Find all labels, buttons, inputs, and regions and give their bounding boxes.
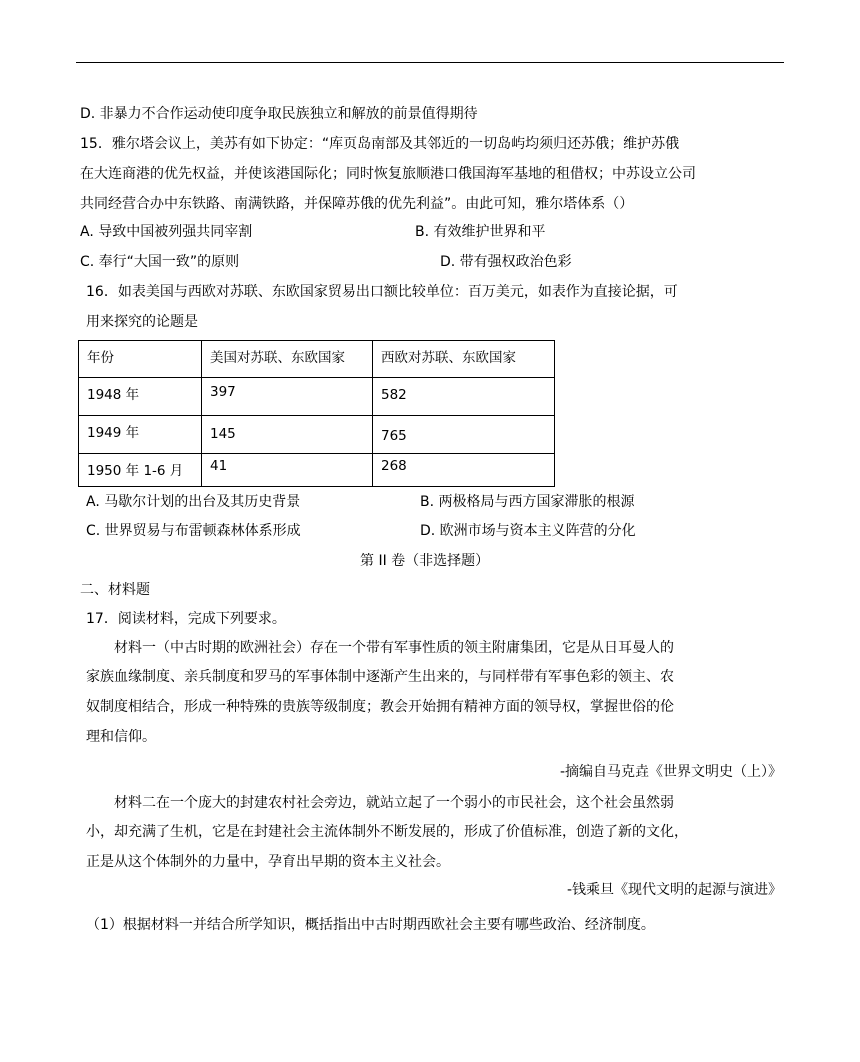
q17-stem: 17．阅读材料，完成下列要求。 — [86, 611, 286, 627]
q15-option-b: B. 有效维护世界和平 — [415, 224, 546, 240]
table-cell: 41 — [202, 454, 373, 487]
header-rule — [76, 62, 784, 63]
q15-stem-line-1: 15．雅尔塔会议上，美苏有如下协定：“库页岛南部及其邻近的一切岛屿均须归还苏俄；维护苏俄 — [80, 136, 680, 152]
table-row — [79, 454, 555, 487]
material2-line-1: 材料二在一个庞大的封建农村社会旁边，就站立起了一个弱小的市民社会，这个社会虽然弱 — [114, 795, 674, 811]
table-cell: 1950 年 1-6 月 — [79, 454, 202, 487]
q16-option-b: B. 两极格局与西方国家滞胀的根源 — [420, 494, 635, 510]
q15-stem-line-2: 在大连商港的优先权益，并使该港国际化；同时恢复旅顺港口俄国海军基地的租借权；中苏设立公司 — [80, 166, 696, 182]
q16-stem-line-2: 用来探究的论题是 — [86, 314, 198, 330]
table-cell: 268 — [373, 454, 555, 487]
q14-option-d: D. 非暴力不合作运动使印度争取民族独立和解放的前景值得期待 — [80, 106, 478, 122]
q15-option-c: C. 奉行“大国一致”的原则 — [80, 254, 240, 270]
material2-source: -钱乘旦《现代文明的起源与演进》 — [566, 882, 782, 898]
table-header-row — [79, 341, 555, 378]
q16-option-c: C. 世界贸易与布雷顿森林体系形成 — [86, 523, 301, 539]
table-cell: 582 — [373, 378, 555, 416]
table-header-cell: 美国对苏联、东欧国家 — [202, 341, 373, 378]
q16-option-a: A. 马歇尔计划的出台及其历史背景 — [86, 494, 301, 510]
table-cell: 765 — [373, 416, 555, 454]
table-row — [79, 416, 555, 454]
table-header-cell: 年份 — [79, 341, 202, 378]
material1-line-1: 材料一（中古时期的欧洲社会）存在一个带有军事性质的领主附庸集团，它是从日耳曼人的 — [114, 640, 674, 656]
table-row — [79, 378, 555, 416]
material1-line-3: 奴制度相结合，形成一种特殊的贵族等级制度；教会开始拥有精神方面的领导权，掌握世俗的伦 — [86, 699, 674, 715]
export-table — [78, 340, 555, 487]
material2-line-2: 小，却充满了生机，它是在封建社会主流体制外不断发展的，形成了价值标准，创造了新的文化， — [86, 824, 688, 840]
material1-line-2: 家族血缘制度、亲兵制度和罗马的军事体制中逐渐产生出来的，与同样带有军事色彩的领主、农 — [86, 669, 674, 685]
table-cell: 1949 年 — [79, 416, 202, 454]
q15-stem-line-3: 共同经营合办中东铁路、南满铁路，并保障苏俄的优先利益”。由此可知，雅尔塔体系（） — [80, 196, 634, 212]
section-title: 二、材料题 — [80, 582, 150, 598]
table-cell: 145 — [202, 416, 373, 454]
q16-stem-line-1: 16．如表美国与西欧对苏联、东欧国家贸易出口额比较单位：百万美元，如表作为直接论据，可 — [86, 284, 678, 300]
q17-sub-question-1: （1）根据材料一并结合所学知识，概括指出中古时期西欧社会主要有哪些政治、经济制度。 — [86, 917, 655, 933]
material1-line-4: 理和信仰。 — [86, 729, 156, 745]
material1-source: -摘编自马克垚《世界文明史（上）》 — [559, 764, 782, 780]
q16-option-d: D. 欧洲市场与资本主义阵营的分化 — [420, 523, 636, 539]
part2-title: 第 II 卷（非选择题） — [360, 553, 490, 569]
q15-option-a: A. 导致中国被列强共同宰割 — [80, 224, 253, 240]
material2-line-3: 正是从这个体制外的力量中，孕育出早期的资本主义社会。 — [86, 854, 450, 870]
q15-option-d: D. 带有强权政治色彩 — [440, 254, 572, 270]
table-cell: 397 — [202, 378, 373, 416]
table-header-cell: 西欧对苏联、东欧国家 — [373, 341, 555, 378]
table-cell: 1948 年 — [79, 378, 202, 416]
